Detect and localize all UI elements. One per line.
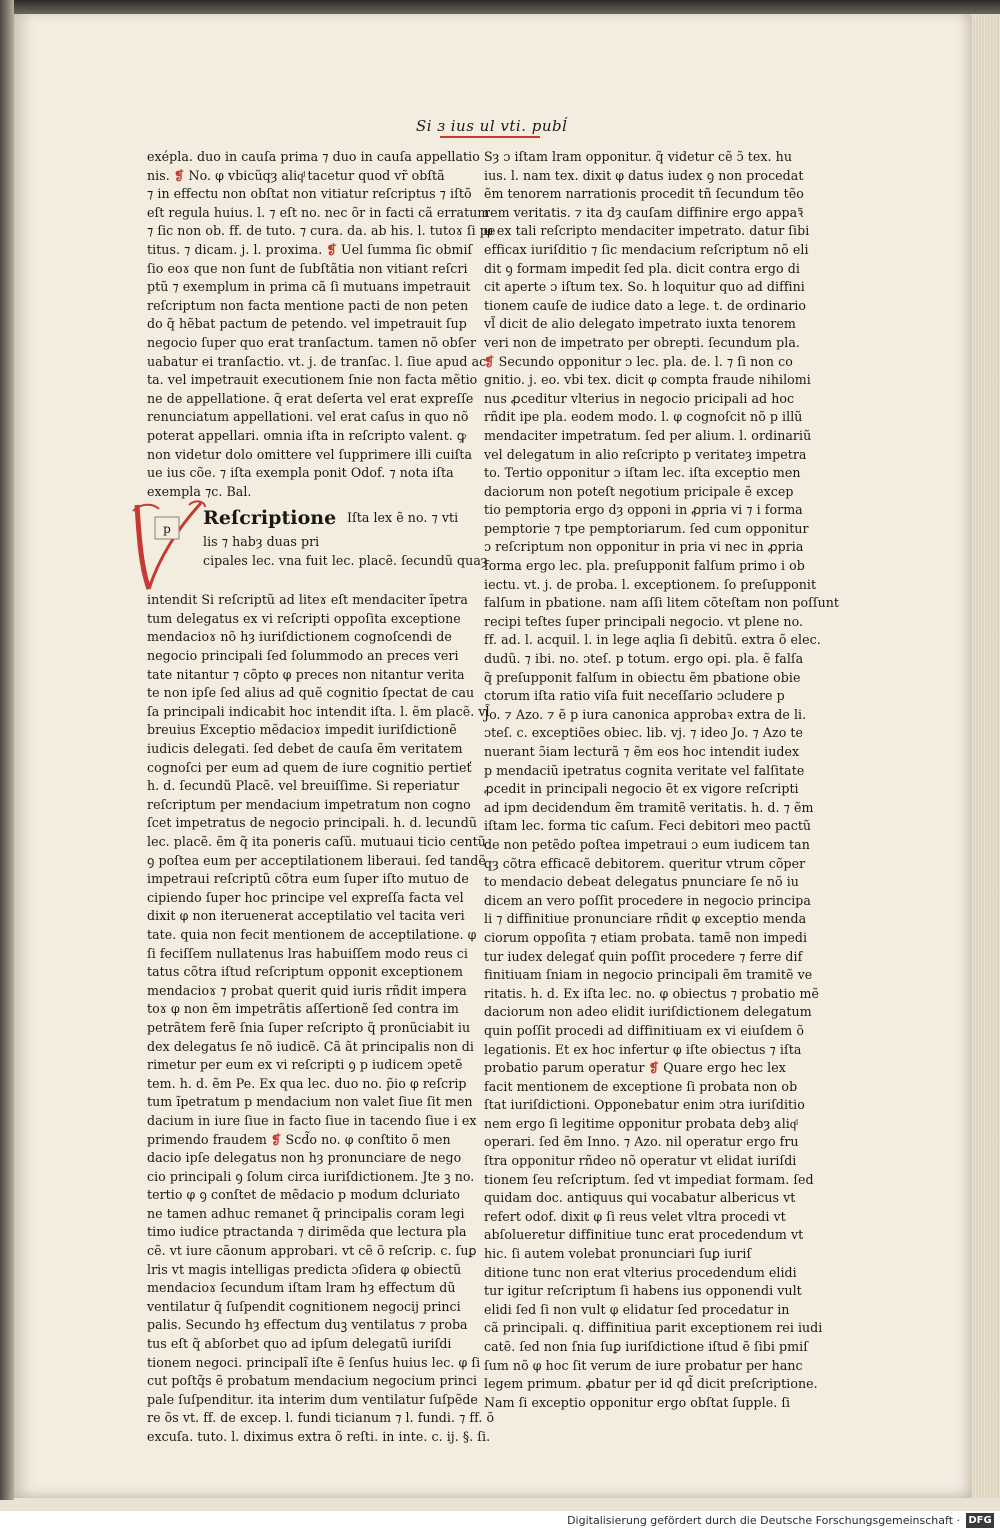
text-line: poterat appellari. omnia iſta in reſcripto valent. ꝙ [147, 427, 467, 443]
text-line: recipi teſtes ſuper principali negocio. vt plene no. [484, 613, 804, 629]
text-line: eſt regula huius. l. ⁊ eſt no. nec õr in facti cã erratum [147, 204, 490, 220]
text-line: tatus cõtra iſtud reſcriptum opponit exceptionem [147, 964, 463, 980]
text-line: breuius Exceptio mẽdacioɤ impedit iuriſdictionẽ [147, 722, 457, 738]
text-line: nem ergo ſi legitime opponitur probata debȝ aliqͩ [484, 1115, 797, 1131]
text-line: titus. ⁊ dicam. j. l. proxima. ❡ Uel ſumma ſic obmiſ [147, 241, 473, 257]
text-line: ſtat iuriſdictioni. Opponebatur enim ɔtra iuriſditio [484, 1097, 805, 1113]
text-line: φ ex tali reſcripto mendaciter impetrato. datur ſibi [484, 223, 810, 239]
text-line: tus eſt q̃ abſorbet quo ad ipſum delegatũ iuriſdi [147, 1336, 452, 1352]
text-line: renunciatum appellationi. vel erat caſus in quo nõ [147, 409, 469, 425]
text-line: tio pemptoria ergo dȝ opponi in ꝓpria vi ⁊ i forma [484, 502, 803, 518]
text-line: cã principali. q. diffinitiua parit exceptionem rei iudi [484, 1320, 823, 1336]
text-line: dixit φ non iteruenerat acceptilatio vel tacita veri [147, 908, 465, 924]
text-line: dacio ipſe delegatus non hȝ pronunciare de nego [147, 1150, 462, 1166]
text-line: falſum in pbatione. nam aſſi litem cõteſtam non poſſunt [484, 595, 839, 611]
right-text-column [484, 148, 839, 1412]
text-line: to mendacio debeat delegatus pnunciare ſe nõ iu [484, 874, 799, 890]
text-line: ſio eoɤ que non ſunt de ſubſtãtia non vitiant reſcri [147, 260, 468, 276]
text-line: rem veritatis. ⁊ ita dȝ cauſam diffinire ergo appaꝛ̃ [484, 204, 804, 220]
text-line: cio principali ꝯ ſolum circa iuriſdictionem. Jte ꝫ no. [147, 1168, 475, 1184]
running-head-rubric-line [440, 136, 540, 138]
text-line: dudũ. ⁊ ibi. no. ɔteſ. p totum. ergo opi. pla. ẽ falſa [484, 651, 804, 667]
text-line: mendacioɤ ⁊ probat querit quid iuris rñdit impera [147, 982, 467, 998]
heading-lines [203, 533, 488, 570]
text-line: rñdit ipe pla. eodem modo. l. φ cognoſcit nõ p illũ [484, 409, 803, 425]
text-line: palis. Secundo hȝ effectum duꝫ ventilatus ⁊ proba [147, 1317, 468, 1333]
text-line: lis ⁊ habȝ duas pri [203, 534, 320, 550]
text-line: mendaciter impetratum. ſed per alium. l. ordinariũ [484, 427, 812, 443]
text-line: uabatur ei tranſactio. vt. j. de tranſac. l. ſiue apud ac [147, 353, 487, 369]
text-line: nuerant ɔ̃iam lecturã ⁊ ẽm eos hoc intendit iudex [484, 744, 800, 759]
text-line: mendacioɤ ſecundum iſtam lram hȝ effectum dũ [147, 1280, 456, 1296]
text-line: qȝ cõtra efficacẽ debitorem. queritur vtrum cõper [484, 855, 806, 871]
heading-rescriptione: Reſcriptione [203, 507, 337, 530]
text-line: quidam doc. antiquus qui vocabatur albericus vt [484, 1190, 796, 1206]
text-line: tertio φ ꝯ conſtet de mẽdacio p modum dcluriato [147, 1187, 461, 1203]
left-column-lines-after [147, 591, 495, 1446]
text-line: re õs vt. ff. de excep. l. fundi ticianum ⁊ l. fundi. ⁊ ff. õ [147, 1410, 495, 1426]
text-line: ɔteſ. c. exceptiões obiec. lib. vj. ⁊ ideo Jo. ⁊ Azo te [484, 725, 803, 741]
book-top-edge [0, 0, 1000, 14]
text-line: non videtur dolo omittere vel ſupprimere illi cuiſta [147, 446, 473, 462]
text-line: dit ꝯ formam impedit ſed pla. dicit contra ergo di [484, 260, 800, 276]
text-line: ſtra opponitur rñdeo nõ operatur vt elidat iuriſdi [484, 1153, 797, 1169]
text-line: Nam ſi exceptio opponitur ergo obſtat ſupple. ſi [484, 1394, 791, 1410]
text-line: veri non de impetrato per obrepti. ſecundum pla. [484, 334, 800, 350]
text-line: ſum nõ φ hoc ſit verum de iure probatur per hanc [484, 1357, 803, 1373]
text-line: negocio principali ſed ſolummodo an preces veri [147, 648, 459, 664]
text-line: vel delegatum in alio reſcripto p veritateȝ impetra [484, 446, 807, 462]
text-line: excuſa. tuto. l. diximus extra õ reſti. in inte. c. ij. §. ſi. [147, 1429, 491, 1444]
heading-block [147, 505, 488, 589]
text-line: q̃ preſupponit falſum in obiectu ẽm pbatione obie [484, 669, 801, 685]
paragraph-mark-icon: ❡ [648, 1060, 660, 1076]
paragraph-mark-icon: ❡ [326, 241, 337, 257]
text-line: ne tamen adhuc remanet q̃ principalis coram legi [147, 1205, 465, 1221]
text-line: elidi ſed ſi non vult φ elidatur ſed procedatur in [484, 1301, 790, 1317]
text-line: intendit Si reſcriptũ ad liteɤ eſt mendaciter ĩpetra [147, 592, 468, 608]
text-line: ❡ Secundo opponitur ɔ lec. pla. de. l. ⁊ ſi non co [484, 353, 793, 369]
text-line: forma ergo lec. pla. preſupponit falſum primo i ob [484, 558, 805, 574]
text-line: ad ipm decidendum ẽm tramitẽ veritatis. h. d. ⁊ ẽm [484, 799, 814, 815]
text-line: ta. vel impetrauit executionem ſnie non facta mẽtio [147, 372, 478, 388]
text-line: Jo. ⁊ Azo. ⁊ ẽ p iura canonica approbaꝛ extra de li. [484, 706, 807, 722]
text-line: negocio ſuper quo erat tranſactum. tamen nõ obſer [147, 334, 477, 350]
text-line: ſi feciſſem nullatenus lras habuiſſem modo reus ci [147, 945, 468, 961]
text-line: lec. placẽ. ẽm q̃ ita poneris caſũ. mutuaui ticio centũ [147, 834, 486, 849]
text-line: timo iudice ptractanda ⁊ dirimẽda que lectura pla [147, 1224, 467, 1240]
text-line: ius. l. nam tex. dixit φ datus iudex ꝯ non procedat [484, 167, 804, 183]
text-line: quin poſſit procedi ad diffinitiuam ex vi eiuſdem õ [484, 1022, 804, 1038]
text-line: cognoſci per eum ad quem de iure cognitio pertieť [147, 759, 472, 775]
text-line: cipiendo ſuper hoc principe vel expreſſa facta vel [147, 889, 464, 905]
text-line: refert odof. dixit φ ſi reus velet vltra procedi vt [484, 1208, 786, 1224]
text-line: to. Tertio opponitur ɔ iſtam lec. iſta exceptio men [484, 465, 801, 481]
dfg-logo: DFG [966, 1513, 994, 1528]
book-left-edge [0, 0, 14, 1500]
text-line: tate nitantur ⁊ cõpto φ preces non nitantur verita [147, 666, 465, 682]
text-line: ventilatur q̃ ſuſpendit cognitionem negocij princi [147, 1298, 461, 1314]
text-line: cipales lec. vna fuit lec. placẽ. ſecundũ quaȝ [203, 552, 488, 568]
text-line: ẽm tenorem narrationis procedit tñ ſecundum tẽo [484, 186, 804, 202]
text-line: ctorum iſta ratio viſa fuit neceſſario ɔcludere p [484, 688, 785, 704]
text-line: ꝯ poſtea eum per acceptilationem liberaui. ſed tandẽ [147, 852, 486, 868]
text-line: nis. ❡ No. φ vbicũqȝ aliqͩ tacetur quod vr̃ obſtã [147, 167, 445, 183]
text-line: impetraui reſcriptũ cõtra eum ſuper iſto mutuo de [147, 871, 469, 887]
text-line: tionem negoci. principalĩ iſte ẽ ſenſus huius lec. φ ſi [147, 1354, 481, 1370]
heading-rest: Iſta lex ẽ no. ⁊ vti [347, 510, 459, 526]
text-line: operari. ſed ẽm Inno. ⁊ Azo. nil operatur ergo fru [484, 1134, 799, 1150]
initial-guide-letter: p [163, 522, 171, 537]
text-line: dacium in iure ſiue in facto ſiue in tacendo ſiue i ex [147, 1112, 477, 1128]
text-line: exempla ⁊c. Bal. [147, 483, 252, 499]
text-line: daciorum non adeo elidit iuriſdictionem delegatum [484, 1004, 812, 1020]
text-line: ciorum oppoſita ⁊ etiam probata. tamẽ non impedi [484, 929, 808, 945]
text-line: tate. quia non fecit mentionem de acceptilatione. φ [147, 926, 477, 942]
text-line: hic. ſi autem volebat pronunciari ſuꝑ iuriſ [484, 1246, 752, 1262]
text-line: tur igitur reſcriptum ſi habens ius opponendi vult [484, 1283, 802, 1299]
text-line: ⁊ ſic non ob. ff. de tuto. ⁊ cura. da. ab his. l. tutoɤ ſi pe [147, 223, 496, 239]
text-line: ſcet impetratus de negocio principali. h. d. lecundũ [147, 815, 477, 831]
text-line: tionem cauſe de iudice dato a lege. t. de ordinario [484, 297, 807, 313]
text-line: cẽ. vt iure cãonum approbari. vt cẽ õ reſcrip. c. ſuꝑ [147, 1243, 477, 1259]
text-line: ꝓcedit in principali negocio ẽt ex vigore reſcripti [484, 781, 799, 797]
footer-funding-text: Digitalisierung gefördert durch die Deutsche Forschungsgemeinschaft · [567, 1514, 960, 1527]
text-line: facit mentionem de exceptione ſi probata non ob [484, 1078, 798, 1094]
text-line: legem primum. ꝓbatur per id qd̃ dicit preſcriptione. [484, 1376, 818, 1392]
text-line: petrãtem ferẽ ſnia ſuper reſcripto q̃ pronũciabit iu [147, 1019, 471, 1035]
text-line: ditione tunc non erat vlterius procedendum elidi [484, 1264, 797, 1280]
text-line: tur iudex delegať quin poſſit procedere ⁊ ferre dif [484, 948, 803, 964]
text-line: rimetur per eum ex vi reſcripti ꝯ p iudicem ɔpetẽ [147, 1057, 463, 1073]
text-line: tum delegatus ex vi reſcripti oppoſita exceptione [147, 610, 461, 626]
text-line: do q̃ hẽbat pactum de petendo. vel impetrauit ſup [147, 316, 467, 332]
text-line: ff. ad. l. acquil. l. in lege aqlia ſi debitũ. extra õ elec. [484, 632, 821, 648]
text-line: iſtam lec. forma tic caſum. Feci debitori meo pactũ [484, 818, 812, 834]
page-edges [968, 12, 1000, 1498]
text-line: ne de appellatione. q̃ erat deſerta vel erat expreſſe [147, 390, 474, 406]
text-line: cit aperte ɔ iſtum tex. So. h loquitur quo ad diffini [484, 279, 805, 295]
text-line: mendacioɤ nõ hȝ iuriſdictionem cognoſcendi de [147, 629, 452, 645]
text-line: daciorum non poteſt negotium pricipale ẽ excep [484, 483, 794, 499]
text-line: dex delegatus ſe nõ iudicẽ. Cã ãt principalis non di [147, 1038, 474, 1054]
text-line: iudicis delegati. ſed debet de cauſa ẽm veritatem [147, 741, 463, 757]
text-line: toɤ φ non ẽm impetrãtis aſſertionẽ ſed contra im [147, 1001, 459, 1017]
text-line: dicem an vero poſſit procedere in negocio principa [484, 892, 811, 908]
text-line: ɔ reſcriptum non opponitur in pria vi nec in ꝓpria [484, 539, 804, 555]
text-line: gnitio. j. eo. vbi tex. dicit φ compta fraude nihilomi [484, 372, 811, 388]
text-line: tem. h. d. ẽm Pe. Ex qua lec. duo no. p̃io φ reſcrip [147, 1075, 467, 1091]
text-line: tum ĩpetratum p mendacium non valet ſiue ſit men [147, 1094, 473, 1110]
text-line: vl̃ dicit de alio delegato impetrato iuxta tenorem [484, 316, 796, 332]
text-line: p mendaciũ ipetratus cognita veritate vel falſitate [484, 762, 805, 778]
text-line: tionem ſeu reſcriptum. ſed vt impediat formam. ſed [484, 1171, 814, 1187]
paragraph-mark-icon: ❡ [484, 353, 495, 369]
text-line: iectu. vt. j. de proba. l. exceptionem. ſo preſupponit [484, 576, 817, 592]
text-line: Sȝ ɔ iſtam lram opponitur. q̃ videtur cẽ ɔ̃ tex. hu [484, 149, 792, 164]
text-line: ⁊ in effectu non obſtat non vitiatur reſcriptus ⁊ iſtõ [147, 186, 472, 202]
red-initial-letter-icon [119, 497, 211, 593]
text-line: efficax iuriſditio ⁊ ſic mendacium reſcriptum nõ eli [484, 241, 809, 257]
text-line: de non petẽdo poſtea impetraui ɔ eum iudicem tan [484, 836, 810, 852]
text-line: abſolueretur diffinitiue tunc erat procedendum vt [484, 1227, 804, 1243]
text-line: ritatis. h. d. Ex iſta lec. no. φ obiectus ⁊ probatio mẽ [484, 985, 819, 1001]
text-line: h. d. ſecundũ Placẽ. vel breuiſſime. Si reperiatur [147, 778, 460, 794]
text-line: probatio parum operatur ❡ Quare ergo hec lex [484, 1060, 786, 1076]
text-line: exépla. duo in cauſa prima ⁊ duo in cauſa appellatio [147, 149, 480, 164]
text-line: ptũ ⁊ exemplum in prima cã ſi mutuans impetrauit [147, 279, 471, 295]
text-line: legationis. Et ex hoc infertur φ iſte obiectus ⁊ iſta [484, 1041, 802, 1057]
text-line: reſcriptum per mendacium impetratum non cogno [147, 796, 471, 812]
text-line: pemptorie ⁊ tpe pemptoriarum. ſed cum opponitur [484, 520, 809, 536]
text-line: primendo fraudem ❡ Scd̃o no. φ conſtito õ men [147, 1131, 451, 1147]
text-line: pale ſuſpenditur. ita interim dum ventilatur ſuſpẽde [147, 1391, 478, 1407]
text-line: reſcriptum non facta mentione pacti de non peten [147, 297, 469, 313]
text-line: cut poſtq̃s ẽ probatum mendacium negocium princi [147, 1373, 478, 1389]
text-line: nus ꝓceditur vlterius in negocio pricipali ad hoc [484, 390, 795, 406]
text-line: ſa principali indicabit hoc intendit iſta. l. ẽm placẽ. vl̃ [147, 703, 490, 719]
left-column-lines-before [147, 148, 496, 501]
left-text-column [147, 148, 496, 1447]
paragraph-mark-icon: ❡ [270, 1131, 282, 1147]
text-line: catẽ. ſed non ſnia ſuꝑ iuriſdictione iſtud ẽ ſibi pmiſ [484, 1339, 808, 1354]
text-line: finitiuam ſniam in negocio principali ẽm tramitẽ ve [484, 967, 813, 983]
text-line: ue ius cõe. ⁊ iſta exempla ponit Odof. ⁊ nota iſta [147, 465, 454, 481]
running-head: Si ɜ ius ul vti. pubĺ [416, 117, 568, 135]
text-line: li ⁊ diffinitiue pronunciare rñdit φ exceptio menda [484, 911, 807, 927]
text-line: lris vt magis intelligas predicta ɔſidera φ obiectũ [147, 1261, 462, 1277]
paragraph-mark-icon: ❡ [173, 167, 185, 183]
text-line: te non ipſe ſed alius ad quẽ cognitio ſpectat de cau [147, 685, 475, 701]
